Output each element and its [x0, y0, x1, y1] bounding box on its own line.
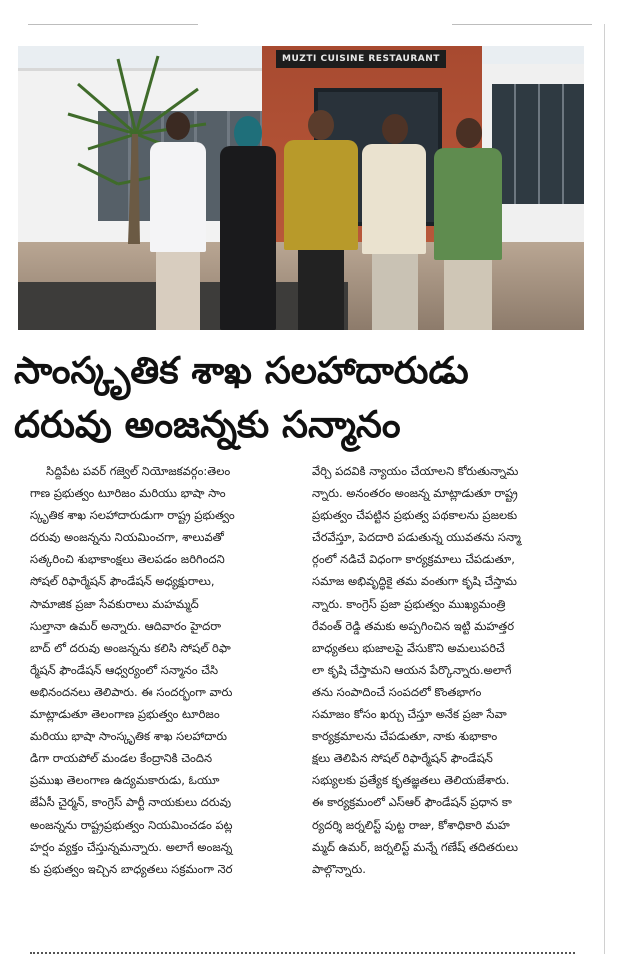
- article-line: ర్యదర్శి జర్నలిస్ట్ పుట్ట రాజు, కోశాధికారి మహ: [312, 817, 510, 832]
- article-line: సమాజ అభివృద్ధికై తమ వంతుగా కృషి చేస్తామ: [312, 574, 517, 589]
- article-line: కు ప్రభుత్వం ఇచ్చిన బాధ్యతలు సక్రమంగా నెర: [30, 861, 233, 876]
- article-line: న్నారు. కాంగ్రెస్ ప్రజా ప్రభుత్వం ముఖ్యమంత్రి: [312, 596, 506, 611]
- article-line: క్షలు తెలిపిన సోషల్ రిఫార్మేషన్ ఫౌండేషన్: [312, 751, 493, 766]
- top-rule-left: [28, 24, 198, 25]
- top-rule-right: [452, 24, 592, 25]
- article-line: డిగా రాయపోల్ మండల కేంద్రానికి చెందిన: [30, 751, 213, 766]
- article-line: సత్కరించి శుభాకాంక్షలు తెలపడం జరిగిందని: [30, 552, 225, 567]
- article-line: రేవంత్ రెడ్డి తమకు అప్పగించిన ఇట్టి మహత్తర: [312, 618, 515, 633]
- article-line: దరువు అంజన్నను నియమించగా, శాలువతో: [30, 530, 224, 545]
- article-line: మాట్లాడుతూ తెలంగాణ ప్రభుత్వం టూరిజం: [30, 707, 220, 722]
- article-line: సోషల్ రిఫార్మేషన్ ఫౌండేషన్ అధ్యక్షురాలు,: [30, 574, 215, 589]
- article-line: గాణ ప్రభుత్వం టూరిజం మరియు భాషా సాం: [30, 486, 226, 501]
- article-line: అంజన్నను రాష్ట్రప్రభుత్వం నియమించడం పట్ల: [30, 817, 233, 832]
- column-border: [604, 24, 605, 954]
- person-2: [216, 116, 280, 330]
- article-line: మరియు భాషా సాంస్కృతిక శాఖ సలహాదారు: [30, 729, 228, 744]
- article-line: ర్గంలో నడిచే విధంగా కార్యక్రమాలు చేపడుతూ,: [312, 552, 515, 567]
- article-column-right: [312, 460, 582, 880]
- article-line: హర్షం వ్యక్తం చేస్తున్నమన్నారు. అలాగే అంజన్న: [30, 839, 233, 854]
- article-line: లా కృషి చేస్తామని ఆయన పేర్కొన్నారు.అలాగే: [312, 662, 512, 677]
- article-line: తను సంపాదించే సంపదలో కొంతభాగం: [312, 684, 482, 699]
- article-line: బాధ్యతలు భుజాలపై వేసుకొని అమలుపరిచే: [312, 640, 505, 655]
- person-5: [430, 118, 506, 330]
- article-line: అభినందనలు తెలిపారు. ఈ సందర్భంగా వారు: [30, 684, 233, 699]
- person-1: [146, 112, 210, 330]
- article-line: సభ్యులకు ప్రత్యేక కృతజ్ఞతలు తెలియజేశారు.: [312, 773, 510, 788]
- headline: [14, 344, 604, 452]
- article-line: జేఏసీ చైర్మన్, కాంగ్రెస్ పార్టీ నాయకులు దరువు: [30, 795, 232, 810]
- article-line: సిద్దిపేట పవర్ గజ్వెల్ నియోజకవర్గం:తెలం: [46, 464, 231, 478]
- article-line: స్కృతిక శాఖ సలహాదారుడుగా రాష్ట్ర ప్రభుత్వం: [30, 508, 235, 523]
- article-line: ప్రముఖ తెలంగాణ ఉద్యమకారుడు, ఓయూ: [30, 773, 220, 788]
- person-3-honoree: [280, 110, 362, 330]
- article-line: సుల్తానా ఉమర్ అన్నారు. ఆదివారం హైదరా: [30, 618, 222, 633]
- article-line: కార్యక్రమాలను చేపడుతూ, నాకు శుభాకాం: [312, 729, 498, 744]
- article-line: మ్మద్ ఉమర్, జర్నలిస్ట్ మన్నే గణేష్ తదితరులు: [312, 839, 518, 854]
- article-line: సామాజిక ప్రజా సేవకురాలు మహమ్మద్: [30, 596, 199, 611]
- article-line: ప్రభుత్వం చేపట్టిన ప్రభుత్వ పథకాలను ప్రజలకు: [312, 508, 518, 523]
- person-4: [358, 114, 430, 330]
- article-line: బాద్ లో దరువు అంజన్నను కలిసి సోషల్ రిఫా: [30, 640, 231, 655]
- article-line: ఈ కార్యక్రమంలో ఎస్ఆర్ ఫౌండేషన్ ప్రధాన కా: [312, 795, 512, 810]
- article-line: చేరవేస్తూ, పెదదారి పడుతున్న యువతను సన్మా: [312, 530, 521, 545]
- article-line: సమాజం కోసం ఖర్చు చేస్తూ అనేక ప్రజా సేవా: [312, 707, 507, 722]
- headline-line-2: దరువు అంజన్నకు సన్మానం: [14, 403, 401, 446]
- article-line: వేర్చి పదవికి న్యాయం చేయాలని కోరుతున్నామ: [312, 464, 519, 478]
- article-line: పాల్గొన్నారు.: [312, 861, 366, 876]
- article-column-left: [30, 460, 300, 880]
- bottom-dotted-rule: [30, 952, 575, 954]
- headline-line-1: సాంస్కృతిక శాఖ సలహాదారుడు: [14, 349, 469, 392]
- article-line: ర్మేషన్ ఫౌండేషన్ ఆధ్వర్యంలో సన్మానం చేసి: [30, 662, 219, 677]
- restaurant-sign: MUZTI CUISINE RESTAURANT: [276, 50, 446, 68]
- news-photo: [18, 46, 584, 330]
- article-line: న్నారు. అనంతరం అంజన్న మాట్లాడుతూ రాష్ట్ర: [312, 486, 518, 501]
